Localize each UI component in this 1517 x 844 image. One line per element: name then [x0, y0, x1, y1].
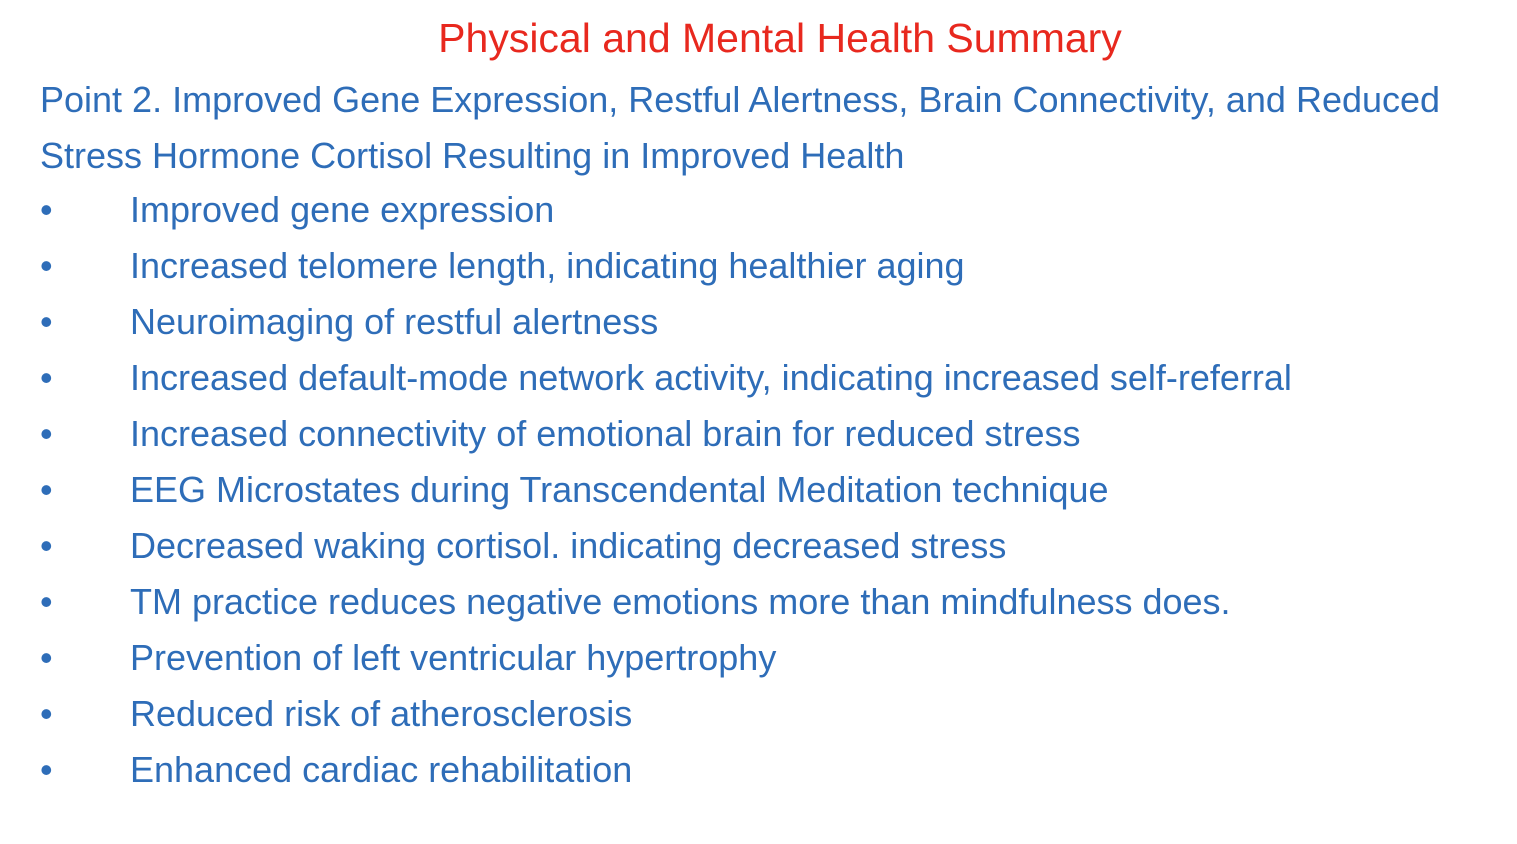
bullet-text: Increased default-mode network activity, indicating increased self-referral: [130, 357, 1292, 398]
bullet-icon: •: [40, 637, 53, 678]
bullet-text: Reduced risk of atherosclerosis: [130, 693, 633, 734]
bullet-icon: •: [40, 245, 53, 286]
bullet-text: Increased telomere length, indicating healthier aging: [130, 245, 965, 286]
bullet-text: Enhanced cardiac rehabilitation: [130, 749, 633, 790]
bullet-text: Prevention of left ventricular hypertrophy: [130, 637, 777, 678]
bullet-text: TM practice reduces negative emotions more than mindfulness does.: [130, 581, 1231, 622]
bullet-text: Decreased waking cortisol. indicating decreased stress: [130, 525, 1007, 566]
bullet-icon: •: [40, 693, 53, 734]
bullet-icon: •: [40, 413, 53, 454]
slide-subtitle: Point 2. Improved Gene Expression, Restful Alertness, Brain Connectivity, and Reduced Stress Hormone Cortisol Resulting in Improved Health: [40, 79, 1441, 176]
bullet-icon: •: [40, 469, 53, 510]
bullet-icon: •: [40, 581, 53, 622]
bullet-text: Increased connectivity of emotional brain for reduced stress: [130, 413, 1081, 454]
bullet-icon: •: [40, 749, 53, 790]
slide-title: Physical and Mental Health Summary: [438, 15, 1122, 61]
bullet-text: EEG Microstates during Transcendental Meditation technique: [130, 469, 1109, 510]
bullet-icon: •: [40, 189, 53, 230]
bullet-icon: •: [40, 525, 53, 566]
bullet-icon: •: [40, 301, 53, 342]
bullet-icon: •: [40, 357, 53, 398]
bullet-text: Improved gene expression: [130, 189, 555, 230]
bullet-text: Neuroimaging of restful alertness: [130, 301, 659, 342]
